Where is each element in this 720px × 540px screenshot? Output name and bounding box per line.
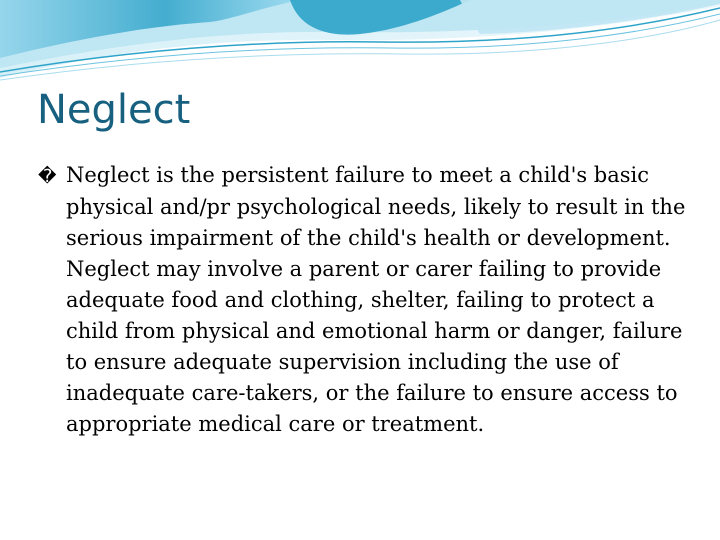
bullet-glyph: � — [38, 166, 57, 187]
slide-body-paragraph — [38, 160, 686, 440]
slide-title: Neglect — [37, 87, 191, 133]
header-wave-decoration — [0, 0, 720, 90]
body-text: Neglect is the persistent failure to meet a child's basic physical and/pr psychological needs, likely to result in the serious impairment of the child's health or development. Neglect may involve a parent or carer failing to provide adequate food and clothing, shelter, failing to protect a child from physical and emotional harm or danger, failure to ensure adequate supervision including the use of inadequate care-takers, or the failure to ensure access to appropriate medical care or treatment. — [66, 163, 686, 436]
